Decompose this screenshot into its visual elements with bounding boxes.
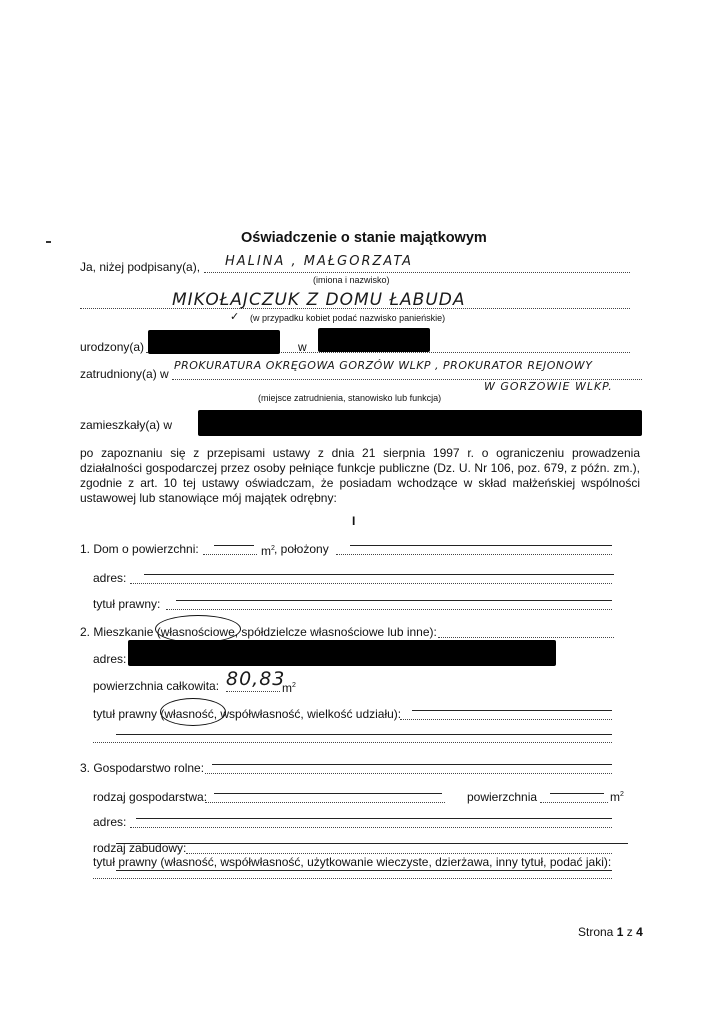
born-in-label: w <box>298 340 307 354</box>
farm-address-dash <box>136 818 612 819</box>
intro-label: Ja, niżej podpisany(a), <box>80 260 201 274</box>
house-address-dash <box>144 574 614 575</box>
maiden-caption: (w przypadku kobiet podać nazwisko panieńskie) <box>250 313 446 323</box>
house-title-dash <box>176 600 612 601</box>
farm-address-label: adres: <box>93 815 127 829</box>
checkmark-icon: ✓ <box>230 311 240 323</box>
employer-field-line1[interactable]: PROKURATURA OKRĘGOWA GORZÓW WLKP , PROKURATOR REJONOWY <box>174 359 593 372</box>
farm-address-dotted <box>130 827 612 828</box>
names-dotted-line <box>204 272 630 273</box>
flat-area-unit: $m^2$ <box>282 681 296 695</box>
farm-dotted <box>205 773 612 774</box>
redacted-birth-date <box>148 330 280 354</box>
house-title-label: tytuł prawny: <box>93 597 161 611</box>
farm-area-dotted <box>540 802 608 803</box>
names-caption: (imiona i nazwisko) <box>313 275 390 285</box>
house-unit: $m^2$ <box>261 544 275 558</box>
flat-owned-circle <box>155 615 241 643</box>
house-address-dotted <box>130 583 612 584</box>
flat-address-label: adres: <box>93 652 127 666</box>
flat-area-label: powierzchnia całkowita: <box>93 679 220 693</box>
house-area-dash <box>214 545 254 546</box>
farm-area-unit: $m^2$ <box>610 790 624 804</box>
born-label: urodzony(a) <box>80 340 145 354</box>
flat-label: 2. Mieszkanie (własnościowe, spółdzielcze własnościowe lub inne): <box>80 625 437 639</box>
farm-title-dotted <box>93 878 612 879</box>
farm-area-dash <box>550 793 604 794</box>
flat-area-dotted <box>226 691 280 692</box>
redacted-residence <box>198 410 642 436</box>
farm-type-dotted <box>205 802 445 803</box>
flat-title-owned-option[interactable]: własność <box>164 707 214 721</box>
flat-title-dash <box>412 710 612 711</box>
house-area-dotted <box>203 554 257 555</box>
redacted-birth-place <box>318 328 430 352</box>
farm-area-label: powierzchnia <box>467 790 538 804</box>
farm-label: 3. Gospodarstwo rolne: <box>80 761 205 775</box>
farm-type-label: rodzaj gospodarstwa: <box>93 790 208 804</box>
house-located-dotted <box>336 554 612 555</box>
house-title-dotted <box>166 609 612 610</box>
flat-title-circle <box>160 698 226 726</box>
flat-title-dotted <box>400 719 612 720</box>
house-label: 1. Dom o powierzchni: <box>80 542 199 556</box>
employed-label: zatrudniony(a) w <box>80 367 169 381</box>
house-address-label: adres: <box>93 571 127 585</box>
surname-field[interactable]: MIKOŁAJCZUK Z DOMU ŁABUDA <box>172 290 466 310</box>
farm-title-label: tytuł prawny (własność, współwłasność, użytkowanie wieczyste, dzierżawa, inny tytuł, podać jaki): <box>93 855 612 869</box>
house-located-label: , położony <box>274 542 329 556</box>
farm-buildings-dotted <box>186 853 612 854</box>
farm-buildings-label: rodzaj zabudowy: <box>93 841 187 855</box>
house-located-dash <box>350 545 612 546</box>
section-heading: I <box>352 514 356 528</box>
redacted-flat-address <box>128 640 556 666</box>
farm-dash <box>212 764 612 765</box>
page-number: Strona 1 z 4 <box>578 925 643 939</box>
page-title: Oświadczenie o stanie majątkowym <box>241 230 487 246</box>
farm-title-dash <box>116 870 612 871</box>
employer-field-line2[interactable]: W GORZOWIE WLKP. <box>484 380 613 393</box>
flat-title-dash-2 <box>116 734 612 735</box>
farm-type-dash <box>214 793 442 794</box>
flat-area-field[interactable]: 80,83 <box>226 668 286 690</box>
flat-owned-option[interactable]: własnościowe <box>160 625 235 639</box>
flat-title-dotted-2 <box>93 742 612 743</box>
first-names-field[interactable]: HALINA , MAŁGORZATA <box>225 254 414 269</box>
flat-title-label: tytuł prawny (własność, współwłasność, wielkość udziału): <box>93 707 402 721</box>
flat-dotted <box>438 637 614 638</box>
residence-label: zamieszkały(a) w <box>80 418 173 432</box>
employer-caption: (miejsce zatrudnienia, stanowisko lub funkcja) <box>258 393 442 403</box>
farm-buildings-dash <box>116 843 628 844</box>
statement-paragraph: po zapoznaniu się z przepisami ustawy z dnia 21 sierpnia 1997 r. o ograniczeniu prowadzenia działalności gospodarczej przez osoby pełniące funkcje publiczne (Dz. U. Nr 106, poz. 679, z późn. zm.), zgodnie z art. 10 tej ustawy oświadczam, że posiadam wchodzące w skład małżeńskiej wspólności ustawowej lub stanowiące mój majątek odrębny: <box>80 446 640 505</box>
scan-speck <box>46 241 51 243</box>
